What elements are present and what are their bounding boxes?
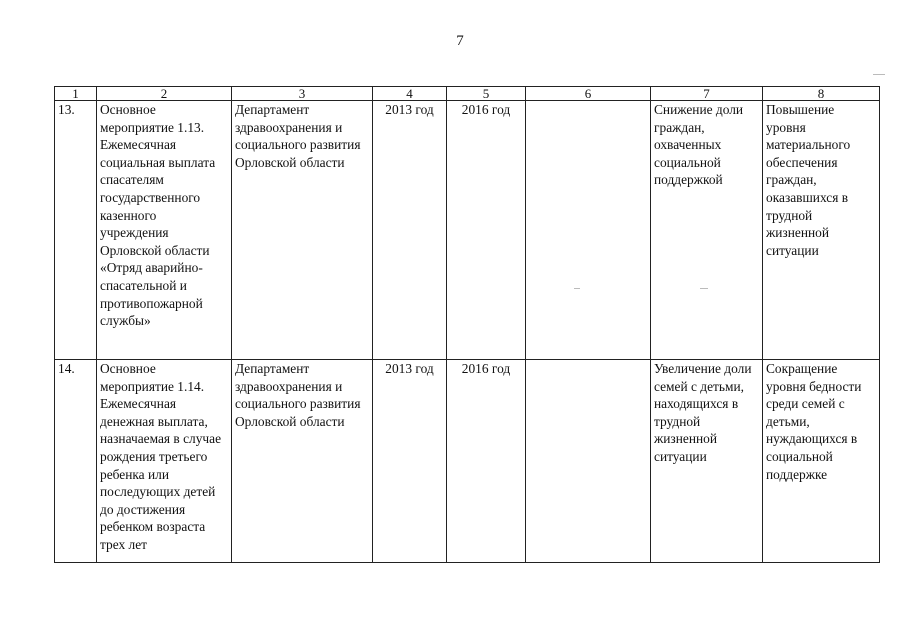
result-cell: Снижение доли граждан, охваченных социальной поддержкой	[651, 101, 763, 360]
header-cell-6: 6	[526, 87, 651, 101]
activity-cell: Основное мероприятие 1.13. Ежемесячная социальная выплата спасателям государственного казенного учреждения Орловской области «Отряд аварийно-спасательной и противопожарной службы»	[97, 101, 232, 360]
table-row	[55, 101, 880, 360]
program-table	[54, 86, 880, 563]
activity-cell: Основное мероприятие 1.14. Ежемесячная денежная выплата, назначаемая в случае рождения третьего ребенка или последующих детей до достижения ребенком возраста трех лет	[97, 360, 232, 563]
scan-artifact	[700, 288, 708, 289]
header-cell-4: 4	[373, 87, 447, 101]
end-year-cell: 2016 год	[447, 360, 526, 563]
page-number: 7	[456, 33, 464, 49]
header-cell-1: 1	[55, 87, 97, 101]
effect-cell: Сокращение уровня бедности среди семей с детьми, нуждающихся в социальной поддержке	[763, 360, 880, 563]
executor-cell: Департамент здравоохранения и социального развития Орловской области	[232, 101, 373, 360]
executor-cell: Департамент здравоохранения и социального развития Орловской области	[232, 360, 373, 563]
effect-cell: Повышение уровня материального обеспечения граждан, оказавшихся в трудной жизненной ситуации	[763, 101, 880, 360]
table-row	[55, 360, 880, 563]
row-number: 14.	[55, 360, 97, 563]
header-cell-8: 8	[763, 87, 880, 101]
row-number: 13.	[55, 101, 97, 360]
start-year-cell: 2013 год	[373, 360, 447, 563]
header-row	[55, 87, 880, 101]
start-year-cell: 2013 год	[373, 101, 447, 360]
end-year-cell: 2016 год	[447, 101, 526, 360]
header-cell-7: 7	[651, 87, 763, 101]
header-cell-5: 5	[447, 87, 526, 101]
scan-artifact	[873, 74, 885, 75]
header-cell-3: 3	[232, 87, 373, 101]
column-6-cell	[526, 101, 651, 360]
scan-artifact	[574, 288, 580, 289]
result-cell: Увеличение доли семей с детьми, находящихся в трудной жизненной ситуации	[651, 360, 763, 563]
header-cell-2: 2	[97, 87, 232, 101]
column-6-cell	[526, 360, 651, 563]
